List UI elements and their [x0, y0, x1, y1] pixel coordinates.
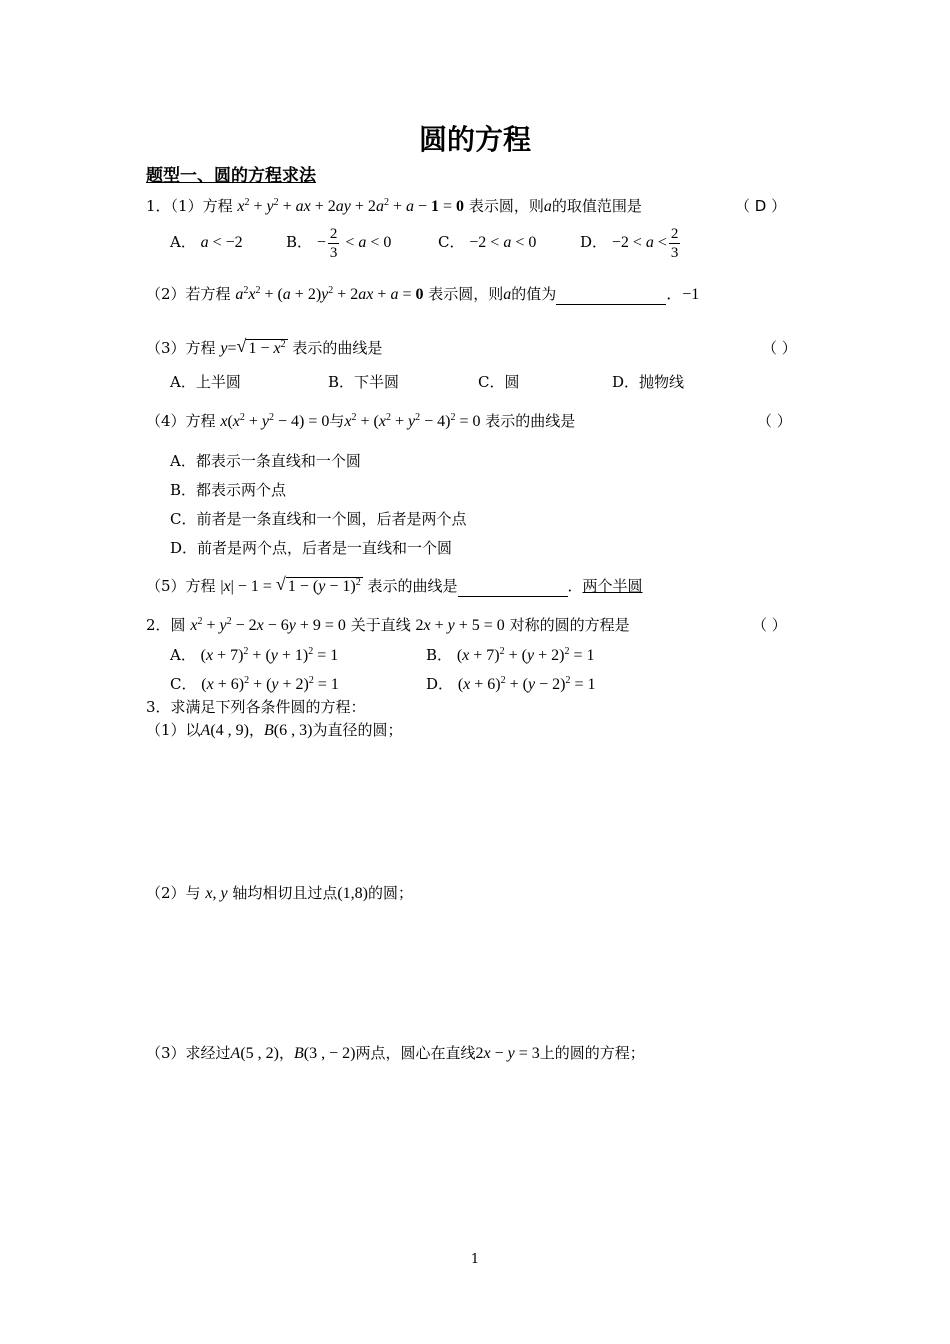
- option-1-1-d: D． −2 < a < $\frac{2}{3}$: [580, 225, 679, 261]
- option-2-d: D． $(x + 6)^2 + (y - 2)^2 = 1$: [426, 675, 596, 693]
- page-number: 1: [470, 1252, 480, 1267]
- answer-blank: [458, 580, 568, 597]
- option-1-3-a: A．上半圆: [170, 373, 241, 391]
- answer-text: 两个半圆: [582, 577, 643, 595]
- question-1-1: 1．（1）方程 $x^2 + y^2$ + ax + $2ay + 2a^2 + a - 1 = 0$ 表示圆，则a的取值范围是: [146, 197, 642, 215]
- question-1-4: （4）方程 $x(x^2 + y^2 - 4) = 0$与$x^2 + (x^2 + y^2 - 4)^2 = 0$ 表示的曲线是: [146, 412, 576, 430]
- page-title: 圆的方程: [418, 123, 531, 156]
- option-2-c: C． $(x + 6)^2 + (y + 2)^2 = 1$: [170, 675, 339, 693]
- question-1-3: （3）方程 y=√ $1 - x^2$ 表示的曲线是: [146, 338, 382, 359]
- question-3-3: （3）求经过A(5 , 2)，B(3 , − 2)两点，圆心在直线2x − y = 3上的圆的方程；: [146, 1044, 645, 1062]
- option-1-4-c: C．前者是一条直线和一个圆，后者是两个点: [170, 510, 467, 528]
- option-1-1-b: B． − $\frac{2}{3}$ < a < 0: [286, 225, 392, 261]
- answer-paren-2: （ ）: [752, 616, 787, 634]
- question-3-stem: 3．求满足下列各条件圆的方程：: [146, 698, 366, 716]
- option-2-b: B． $(x + 7)^2 + (y + 2)^2 = 1$: [426, 646, 595, 664]
- question-2: 2．圆 $x^2 + y^2 - 2x - 6y + 9 = 0$ 关于直线 2x + y + 5 = 0 对称的圆的方程是: [146, 616, 630, 634]
- question-3-1: （1）以A(4 , 9)，B(6 , 3)为直径的圆；: [146, 721, 403, 739]
- option-2-a: A． $(x + 7)^2 + (y + 1)^2 = 1$: [170, 646, 339, 664]
- option-1-3-d: D．抛物线: [612, 373, 685, 391]
- option-1-4-d: D．前者是两个点，后者是一直线和一个圆: [170, 539, 453, 557]
- option-1-1-c: C． −2 < a < 0: [438, 233, 537, 251]
- answer-blank: [556, 288, 666, 305]
- option-1-3-c: C．圆: [478, 373, 520, 391]
- option-1-4-a: A．都表示一条直线和一个圆: [170, 452, 361, 470]
- option-1-4-b: B．都表示两个点: [170, 481, 287, 499]
- question-1-2: （2）若方程 $a^2x^2 + (a + 2)y^2 + 2ax + a = 0$ 表示圆，则a的值为 ．−1: [146, 285, 700, 303]
- answer-paren-1-4: （ ）: [757, 412, 792, 430]
- answer-paren-1-3: （ ）: [762, 339, 797, 357]
- answer-paren-1-1: （ D ）: [735, 197, 787, 215]
- question-3-2: （2）与 x, y 轴均相切且过点(1,8)的圆；: [146, 884, 414, 902]
- option-1-3-b: B．下半圆: [328, 373, 400, 391]
- section-heading: 题型一、圆的方程求法: [146, 166, 316, 186]
- question-1-5: （5）方程 |x| − 1 = √ $1 - (y - 1)^2$ 表示的曲线是 ．两个半圆: [146, 576, 643, 597]
- option-1-1-a: A． a < −2: [170, 233, 243, 251]
